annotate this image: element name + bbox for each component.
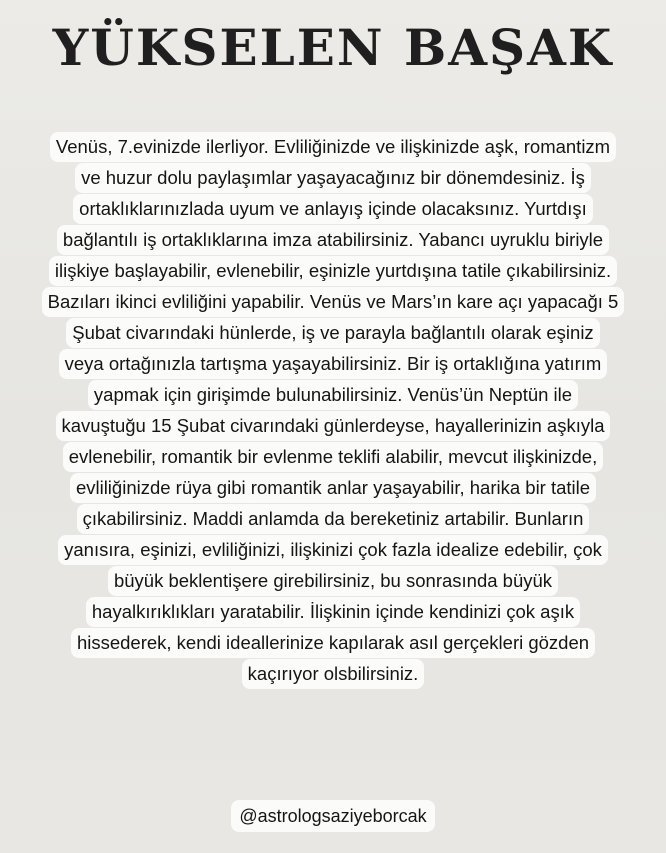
text-line-content: Şubat civarındaki hünlerde, iş ve parayla bağlantılı olarak eşiniz <box>66 318 599 348</box>
text-line <box>14 658 652 689</box>
text-line <box>14 317 652 348</box>
text-line-content: Bazıları ikinci evliliğini yapabilir. Venüs ve Mars’ın kare açı yapacağı 5 <box>42 287 625 317</box>
text-line <box>14 348 652 379</box>
text-line-content: bağlantılı iş ortaklıklarına imza atabilirsiniz. Yabancı uyruklu biriyle <box>57 225 609 255</box>
text-line-content: Venüs, 7.evinizde ilerliyor. Evliliğinizde ve ilişkinizde aşk, romantizm <box>50 132 616 162</box>
text-line <box>14 503 652 534</box>
handle-container <box>0 800 666 832</box>
text-line <box>14 379 652 410</box>
text-line-content: evliliğinizde rüya gibi romantik anlar yaşayabilir, harika bir tatile <box>70 473 596 503</box>
page-title: YÜKSELEN BAŞAK <box>52 18 614 77</box>
text-line <box>14 162 652 193</box>
text-line <box>14 410 652 441</box>
text-line-content: kaçırıyor olsbilirsiniz. <box>242 659 425 689</box>
text-line-content: yapmak için girişimde bulunabilirsiniz. Venüs’ün Neptün ile <box>88 380 578 410</box>
text-line <box>14 255 652 286</box>
horoscope-text <box>14 131 652 689</box>
text-line <box>14 286 652 317</box>
text-line <box>14 596 652 627</box>
text-line <box>14 565 652 596</box>
text-line-content: kavuştuğu 15 Şubat civarındaki günlerdeyse, hayallerinizin aşkıyla <box>56 411 611 441</box>
text-line <box>14 441 652 472</box>
text-line <box>14 224 652 255</box>
text-line-content: büyük beklentişere girebilirsiniz, bu sonrasında büyük <box>108 566 558 596</box>
text-line-content: evlenebilir, romantik bir evlenme teklifi alabilir, mevcut ilişkinizde, <box>63 442 604 472</box>
text-line <box>14 472 652 503</box>
text-line-content: ve huzur dolu paylaşımlar yaşayacağınız bir dönemdesiniz. İş <box>75 163 591 193</box>
text-line <box>14 627 652 658</box>
text-line-content: ilişkiye başlayabilir, evlenebilir, eşinizle yurtdışına tatile çıkabilirsiniz. <box>49 256 617 286</box>
text-line-content: çıkabilirsiniz. Maddi anlamda da bereketiniz artabilir. Bunların <box>77 504 590 534</box>
text-line-content: yanısıra, eşinizi, evliliğinizi, ilişkinizi çok fazla idealize edebilir, çok <box>58 535 608 565</box>
text-line-content: veya ortağınızla tartışma yaşayabilirsiniz. Bir iş ortaklığına yatırım <box>59 349 608 379</box>
text-line <box>14 131 652 162</box>
text-line <box>14 193 652 224</box>
account-handle-tag[interactable]: @astrologsaziyeborcak <box>231 800 434 832</box>
text-line-content: hissederek, kendi ideallerinize kapılarak asıl gerçekleri gözden <box>71 628 595 658</box>
text-line <box>14 534 652 565</box>
text-line-content: ortaklıklarınızlada uyum ve anlayış içinde olacaksınız. Yurtdışı <box>73 194 593 224</box>
text-line-content: hayalkırıklıkları yaratabilir. İlişkinin içinde kendinizi çok aşık <box>86 597 580 627</box>
